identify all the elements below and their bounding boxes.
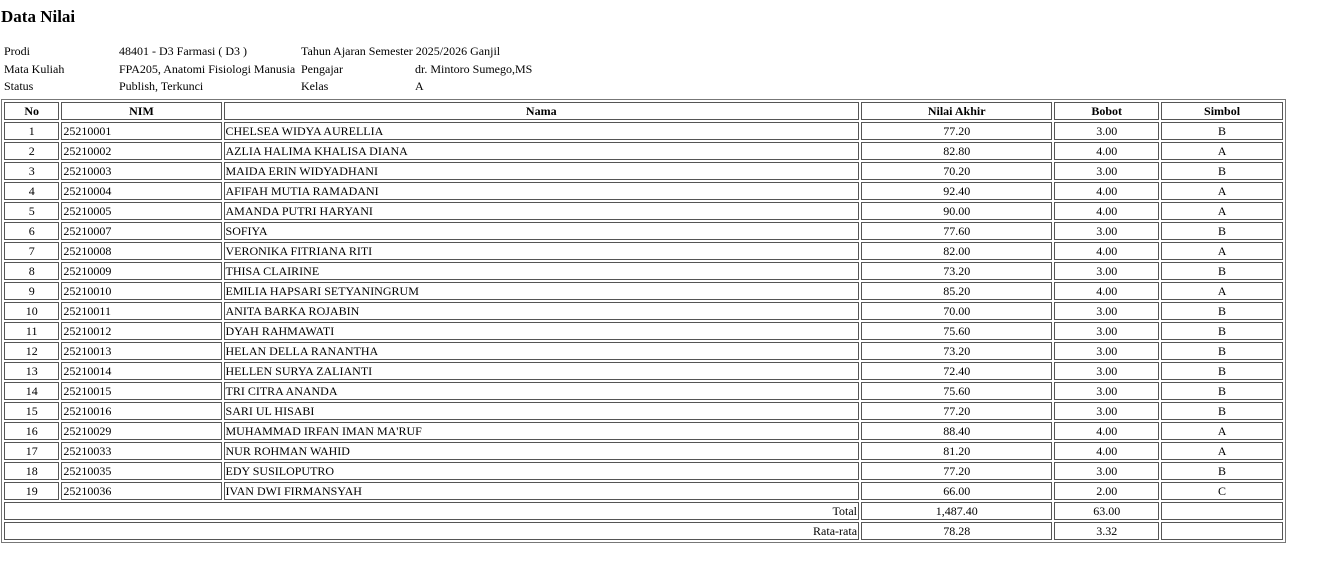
cell-bobot: 4.00 bbox=[1054, 282, 1159, 300]
cell-no: 6 bbox=[4, 222, 59, 240]
cell-simbol: A bbox=[1161, 442, 1283, 460]
cell-bobot: 3.00 bbox=[1054, 462, 1159, 480]
cell-bobot: 3.00 bbox=[1054, 302, 1159, 320]
table-row bbox=[4, 402, 1283, 420]
matakuliah-value: FPA205, Anatomi Fisiologi Manusia bbox=[119, 61, 296, 76]
average-nilai: 78.28 bbox=[861, 522, 1052, 540]
cell-nilai-akhir: 90.00 bbox=[861, 202, 1052, 220]
table-row bbox=[4, 182, 1283, 200]
cell-nilai-akhir: 73.20 bbox=[861, 262, 1052, 280]
cell-simbol: B bbox=[1161, 342, 1283, 360]
table-row bbox=[4, 262, 1283, 280]
cell-nama: SOFIYA bbox=[224, 222, 860, 240]
kelas-value: A bbox=[415, 79, 424, 93]
cell-nama: AMANDA PUTRI HARYANI bbox=[224, 202, 860, 220]
header-bobot: Bobot bbox=[1054, 102, 1159, 120]
cell-nilai-akhir: 85.20 bbox=[861, 282, 1052, 300]
pengajar-label: Pengajar bbox=[301, 61, 343, 76]
cell-nim: 25210015 bbox=[61, 382, 221, 400]
cell-nim: 25210029 bbox=[61, 422, 221, 440]
cell-nim: 25210001 bbox=[61, 122, 221, 140]
cell-nama: HELLEN SURYA ZALIANTI bbox=[224, 362, 860, 380]
cell-no: 11 bbox=[4, 322, 59, 340]
info-row-matakuliah bbox=[3, 61, 539, 79]
cell-no: 9 bbox=[4, 282, 59, 300]
tahun-value: 2025/2026 Ganjil bbox=[415, 44, 501, 58]
cell-bobot: 3.00 bbox=[1054, 322, 1159, 340]
cell-nilai-akhir: 77.60 bbox=[861, 222, 1052, 240]
cell-no: 14 bbox=[4, 382, 59, 400]
total-bobot: 63.00 bbox=[1054, 502, 1159, 520]
cell-simbol: A bbox=[1161, 242, 1283, 260]
cell-bobot: 3.00 bbox=[1054, 342, 1159, 360]
cell-nim: 25210012 bbox=[61, 322, 221, 340]
course-info bbox=[3, 43, 539, 96]
cell-nilai-akhir: 82.00 bbox=[861, 242, 1052, 260]
cell-nim: 25210011 bbox=[61, 302, 221, 320]
cell-simbol: A bbox=[1161, 422, 1283, 440]
cell-nilai-akhir: 77.20 bbox=[861, 462, 1052, 480]
info-row-status bbox=[3, 78, 539, 96]
cell-bobot: 4.00 bbox=[1054, 422, 1159, 440]
table-row bbox=[4, 242, 1283, 260]
total-row bbox=[4, 502, 1283, 520]
cell-nilai-akhir: 70.20 bbox=[861, 162, 1052, 180]
cell-nama: NUR ROHMAN WAHID bbox=[224, 442, 860, 460]
table-row bbox=[4, 462, 1283, 480]
cell-no: 8 bbox=[4, 262, 59, 280]
cell-nim: 25210008 bbox=[61, 242, 221, 260]
cell-nilai-akhir: 73.20 bbox=[861, 342, 1052, 360]
cell-no: 4 bbox=[4, 182, 59, 200]
cell-nama: VERONIKA FITRIANA RITI bbox=[224, 242, 860, 260]
table-row bbox=[4, 382, 1283, 400]
cell-simbol: B bbox=[1161, 302, 1283, 320]
cell-no: 18 bbox=[4, 462, 59, 480]
pengajar-value: dr. Mintoro Sumego,MS bbox=[415, 61, 533, 76]
table-row bbox=[4, 142, 1283, 160]
cell-no: 13 bbox=[4, 362, 59, 380]
cell-nama: TRI CITRA ANANDA bbox=[224, 382, 860, 400]
cell-nilai-akhir: 72.40 bbox=[861, 362, 1052, 380]
tahun-label: Tahun Ajaran Semester bbox=[301, 44, 413, 58]
table-row bbox=[4, 322, 1283, 340]
table-row bbox=[4, 122, 1283, 140]
table-row bbox=[4, 362, 1283, 380]
cell-nama: DYAH RAHMAWATI bbox=[224, 322, 860, 340]
cell-nama: IVAN DWI FIRMANSYAH bbox=[224, 482, 860, 500]
cell-bobot: 4.00 bbox=[1054, 242, 1159, 260]
cell-nilai-akhir: 75.60 bbox=[861, 322, 1052, 340]
total-simbol bbox=[1161, 502, 1283, 520]
cell-simbol: B bbox=[1161, 162, 1283, 180]
cell-bobot: 3.00 bbox=[1054, 122, 1159, 140]
table-header-row bbox=[4, 102, 1283, 120]
cell-bobot: 4.00 bbox=[1054, 142, 1159, 160]
cell-no: 3 bbox=[4, 162, 59, 180]
prodi-label: Prodi bbox=[4, 44, 31, 58]
cell-nim: 25210010 bbox=[61, 282, 221, 300]
cell-bobot: 3.00 bbox=[1054, 222, 1159, 240]
cell-nilai-akhir: 77.20 bbox=[861, 122, 1052, 140]
cell-nama: AZLIA HALIMA KHALISA DIANA bbox=[224, 142, 860, 160]
cell-bobot: 4.00 bbox=[1054, 442, 1159, 460]
cell-bobot: 3.00 bbox=[1054, 362, 1159, 380]
cell-nama: ANITA BARKA ROJABIN bbox=[224, 302, 860, 320]
table-row bbox=[4, 222, 1283, 240]
cell-nama: CHELSEA WIDYA AURELLIA bbox=[224, 122, 860, 140]
cell-nama: THISA CLAIRINE bbox=[224, 262, 860, 280]
cell-nim: 25210002 bbox=[61, 142, 221, 160]
page-title: Data Nilai bbox=[1, 7, 76, 26]
cell-nim: 25210014 bbox=[61, 362, 221, 380]
cell-no: 5 bbox=[4, 202, 59, 220]
grades-table bbox=[1, 99, 1286, 543]
table-row bbox=[4, 442, 1283, 460]
cell-nilai-akhir: 70.00 bbox=[861, 302, 1052, 320]
cell-nama: AFIFAH MUTIA RAMADANI bbox=[224, 182, 860, 200]
average-bobot: 3.32 bbox=[1054, 522, 1159, 540]
cell-simbol: B bbox=[1161, 262, 1283, 280]
tahun-ajaran bbox=[300, 43, 539, 61]
cell-bobot: 4.00 bbox=[1054, 182, 1159, 200]
table-row bbox=[4, 422, 1283, 440]
cell-nim: 25210005 bbox=[61, 202, 221, 220]
header-no: No bbox=[4, 102, 59, 120]
status-value: Publish, Terkunci bbox=[119, 79, 204, 93]
average-simbol bbox=[1161, 522, 1283, 540]
cell-simbol: A bbox=[1161, 202, 1283, 220]
cell-nim: 25210007 bbox=[61, 222, 221, 240]
cell-nilai-akhir: 88.40 bbox=[861, 422, 1052, 440]
cell-nilai-akhir: 81.20 bbox=[861, 442, 1052, 460]
cell-simbol: A bbox=[1161, 182, 1283, 200]
cell-nama: MAIDA ERIN WIDYADHANI bbox=[224, 162, 860, 180]
cell-bobot: 3.00 bbox=[1054, 162, 1159, 180]
cell-nilai-akhir: 75.60 bbox=[861, 382, 1052, 400]
cell-nim: 25210016 bbox=[61, 402, 221, 420]
kelas-label: Kelas bbox=[301, 79, 329, 93]
cell-simbol: B bbox=[1161, 462, 1283, 480]
cell-simbol: C bbox=[1161, 482, 1283, 500]
cell-no: 15 bbox=[4, 402, 59, 420]
cell-no: 19 bbox=[4, 482, 59, 500]
table-row bbox=[4, 282, 1283, 300]
average-label: Rata-rata bbox=[4, 522, 859, 540]
cell-nama: EMILIA HAPSARI SETYANINGRUM bbox=[224, 282, 860, 300]
cell-nilai-akhir: 77.20 bbox=[861, 402, 1052, 420]
cell-nilai-akhir: 82.80 bbox=[861, 142, 1052, 160]
cell-bobot: 2.00 bbox=[1054, 482, 1159, 500]
cell-bobot: 4.00 bbox=[1054, 202, 1159, 220]
header-simbol: Simbol bbox=[1161, 102, 1283, 120]
cell-nim: 25210036 bbox=[61, 482, 221, 500]
cell-simbol: B bbox=[1161, 122, 1283, 140]
cell-no: 10 bbox=[4, 302, 59, 320]
table-row bbox=[4, 482, 1283, 500]
cell-no: 17 bbox=[4, 442, 59, 460]
cell-simbol: B bbox=[1161, 382, 1283, 400]
cell-simbol: B bbox=[1161, 362, 1283, 380]
header-nilai-akhir: Nilai Akhir bbox=[861, 102, 1052, 120]
grades-body bbox=[4, 122, 1283, 500]
cell-bobot: 3.00 bbox=[1054, 262, 1159, 280]
cell-nim: 25210003 bbox=[61, 162, 221, 180]
prodi-value: 48401 - D3 Farmasi ( D3 ) bbox=[119, 44, 247, 58]
info-row-prodi bbox=[3, 43, 539, 61]
cell-simbol: B bbox=[1161, 222, 1283, 240]
cell-nim: 25210033 bbox=[61, 442, 221, 460]
table-row bbox=[4, 302, 1283, 320]
average-row bbox=[4, 522, 1283, 540]
cell-simbol: A bbox=[1161, 142, 1283, 160]
cell-nilai-akhir: 92.40 bbox=[861, 182, 1052, 200]
cell-nim: 25210035 bbox=[61, 462, 221, 480]
cell-nama: EDY SUSILOPUTRO bbox=[224, 462, 860, 480]
cell-simbol: B bbox=[1161, 402, 1283, 420]
header-nama: Nama bbox=[224, 102, 860, 120]
cell-nama: MUHAMMAD IRFAN IMAN MA'RUF bbox=[224, 422, 860, 440]
cell-simbol: B bbox=[1161, 322, 1283, 340]
cell-nama: HELAN DELLA RANANTHA bbox=[224, 342, 860, 360]
cell-no: 16 bbox=[4, 422, 59, 440]
cell-no: 7 bbox=[4, 242, 59, 260]
cell-nim: 25210009 bbox=[61, 262, 221, 280]
total-label: Total bbox=[4, 502, 859, 520]
cell-no: 12 bbox=[4, 342, 59, 360]
cell-nim: 25210013 bbox=[61, 342, 221, 360]
status-label: Status bbox=[4, 79, 34, 93]
cell-nim: 25210004 bbox=[61, 182, 221, 200]
cell-nilai-akhir: 66.00 bbox=[861, 482, 1052, 500]
cell-nama: SARI UL HISABI bbox=[224, 402, 860, 420]
header-nim: NIM bbox=[61, 102, 221, 120]
cell-no: 1 bbox=[4, 122, 59, 140]
cell-no: 2 bbox=[4, 142, 59, 160]
cell-bobot: 3.00 bbox=[1054, 402, 1159, 420]
matakuliah-label: Mata Kuliah bbox=[4, 61, 65, 76]
total-nilai: 1,487.40 bbox=[861, 502, 1052, 520]
table-row bbox=[4, 342, 1283, 360]
table-row bbox=[4, 162, 1283, 180]
cell-bobot: 3.00 bbox=[1054, 382, 1159, 400]
cell-simbol: A bbox=[1161, 282, 1283, 300]
table-row bbox=[4, 202, 1283, 220]
